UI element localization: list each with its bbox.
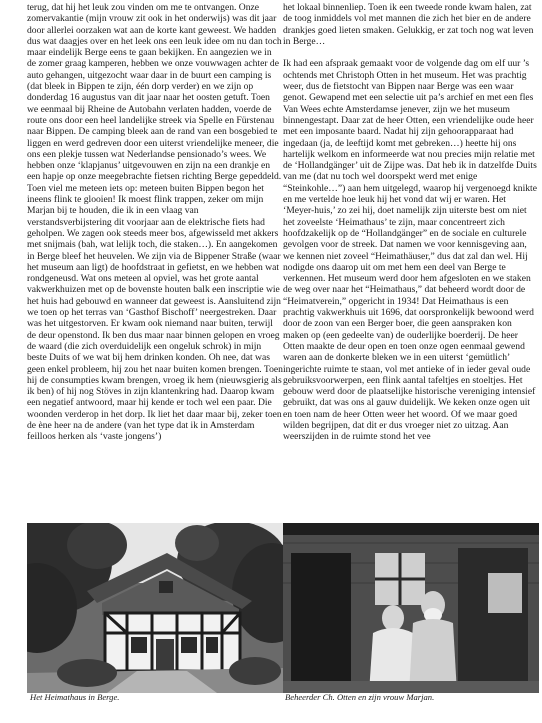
right-paragraph: Ik had een afspraak gemaakt voor de volgende dag om elf uur ’s ochtends met Christoph Otten in het museum. Het was prachtig weer, dus de fietstocht van Bippen naar Berge was een waar genot. Gewapend met een selectie uit pa’s archief en met een fles Van Wees echte Amsterdamse jenever, zijn we het museum binnengestapt. Daar zat de heer Otten, een vriendelijke oude heer met een imposante baard. Nadat hij zijn gehoorapparaat had ingedaan (ja, de leeftijd komt met gebreken…) heette hij ons hartelijk welkom en informeerde wat nou precies mijn relatie met de ‘Hollandgänger’ uit de Zijpe was. Dat heb ik in datzelfde Duits van me (dat nu toch wel doorspekt werd met enige “Steinkohle…”) aan hem uitgelegd, waarop hij vergenoegd knikte en me vertelde hoe leuk hij het vond dat wij er waren. Het ‘Meyer-huis,’ zo zei hij, doet namelijk zijn uiterste best om niet het zoveelste ‘Heimathaus’ te zijn, maar concentreert zich hoofdzakelijk op de “Hollandgänger” en de sociale en culturele gevolgen voor de streek. Dat namen we voor kennisgeving aan, we kennen niet zoveel “Heimathäuser,” dus dat zal dan wel. Hij nodigde ons daarop uit om met hem een deel van Berge te verkennen. Het museum werd door hem afgesloten en we staken de weg over naar het “Heimathaus,” dat beheerd wordt door de “Heimatverein,” opgericht in 1934! Dat Heimathaus is een prachtig vakwerkhuis uit 1696, dat oorspronkelijk bewoond werd door de zoon van een Berger boer, die geen aanspraken kon maken op (een gedeelte van) de ouderlijke boerderij. De heer Otten maakte de deur open en toen onze ogen eenmaal gewend waren aan de donkerte bleken we in een uiterst ‘gemütlich’ ingerichte ruimte te staan, vol met antieke of in ieder geval oude gebruiksvoorwerpen, een flink aantal tafeltjes en stoeltjes. Het gebouw werd door de plaatselijke historische vereniging intensief gebruikt, dat was ons al gauw duidelijk. We keken onze ogen uit en toen nam de heer Otten weer het woord. Of we maar goed wilden begrijpen, dat dit er dus vroeger niet zo uitzag. Aan weerszijden in de ruimte stond het vee: [283, 58, 537, 443]
left-paragraph: terug, dat hij het leuk zou vinden om me te ontvangen. Onze zomervakantie (mijn vrouw zit ook in het onderwijs) was dit jaar door allerlei oorzaken wat aan de korte kant geweest. We hadden dus wat daagjes over en het leek ons een leuk idee om nu dan toch maar eindelijk Berge eens te gaan bekijken. En aangezien we in de zomer graag kamperen, hebben we onze vouwwagen achter de auto gehangen, uitgezocht waar daar in de buurt een camping is (dat bleek in Bippen te zijn, één dorp verder) en we zijn op donderdag 16 augustus van dit jaar naar het oosten getuft. Toen we eenmaal bij Rheine de Autobahn verlaten hadden, voerde de route ons door een heel landelijke streek via Spelle en Fürstenau naar Bippen. De camping bleek aan de rand van een bosgebied te liggen en werd gedreven door een uiterst vriendelijke meneer, die ons een plekje tussen wat Nederlandse pensionado’s wees. We hebben onze ‘klapjanus’ uitgevouwen en zijn na een drankje en een hapje op onze meegebrachte fietsen richting Berge gepeddeld. Toen viel me meteen iets op: meteen buiten Bippen begon het ineens flink te glooien! Ik moest flink trappen, zeker om mijn Marjan bij te houden, die ik in een vlaag van verstandsverbijstering dit voorjaar aan de elektrische fiets had geholpen. We zagen ook steeds meer bos, afgewisseld met akkers met snijmais (bah, wat lelijk toch, die staken…). En aangekomen in Berge bleef het heuvelen. We zijn via de Bippener Straße (waar het museum aan ligt) de hoofdstraat in gefietst, en we hebben wat rondgeneusd. Wat ons meteen al opviel, was het grote aantal vakwerkhuizen met op de bovenste houten balk een inscriptie wie het huis had gebouwd en wanneer dat geweest is. Aansluitend zijn we toen op het terras van ‘Gasthof Bischoff’ neergestreken. Daar was het uitgestorven. Er kwam ook niemand naar buiten, terwijl de deur openstond. Ik ben dus maar naar binnen gelopen en vroeg de waard (die zich overduidelijk een ongeluk schrok) in mijn beste Duits of we wat bij hem drinken konden. Oh nee, dat was geen enkel probleem, hij zou het naar buiten komen brengen. Toen hij de consumpties kwam brengen, vroeg ik hem (nieuwsgierig als ik ben) of hij nog Stöves in zijn klantenkring had. Daarop kwam een negatief antwoord, maar hij kende er toch wel een paar. Die woonden verderop in het dorp. Ik liet het daar maar bij, zeker toen de ène heer na de andere (van het type dat ik in Amsterdam feilloos herken als ‘vaste jongens’): [27, 2, 283, 443]
left-text-column: [27, 2, 283, 443]
heimathaus-photo: [27, 523, 283, 693]
right-paragraph: het lokaal binnenliep. Toen ik een tweede ronde kwam halen, zat de toog inmiddels vol met mannen die zich het bier en de andere drankjes goed lieten smaken. Gelukkig, er zat toch nog wat leven in Berge…: [283, 2, 534, 47]
photo-caption-left: Het Heimathaus in Berge.: [30, 692, 120, 702]
beheerder-photo: [283, 523, 539, 693]
right-text-column: [283, 2, 539, 443]
photo-caption-right: Beheerder Ch. Otten en zijn vrouw Marjan.: [285, 692, 435, 702]
